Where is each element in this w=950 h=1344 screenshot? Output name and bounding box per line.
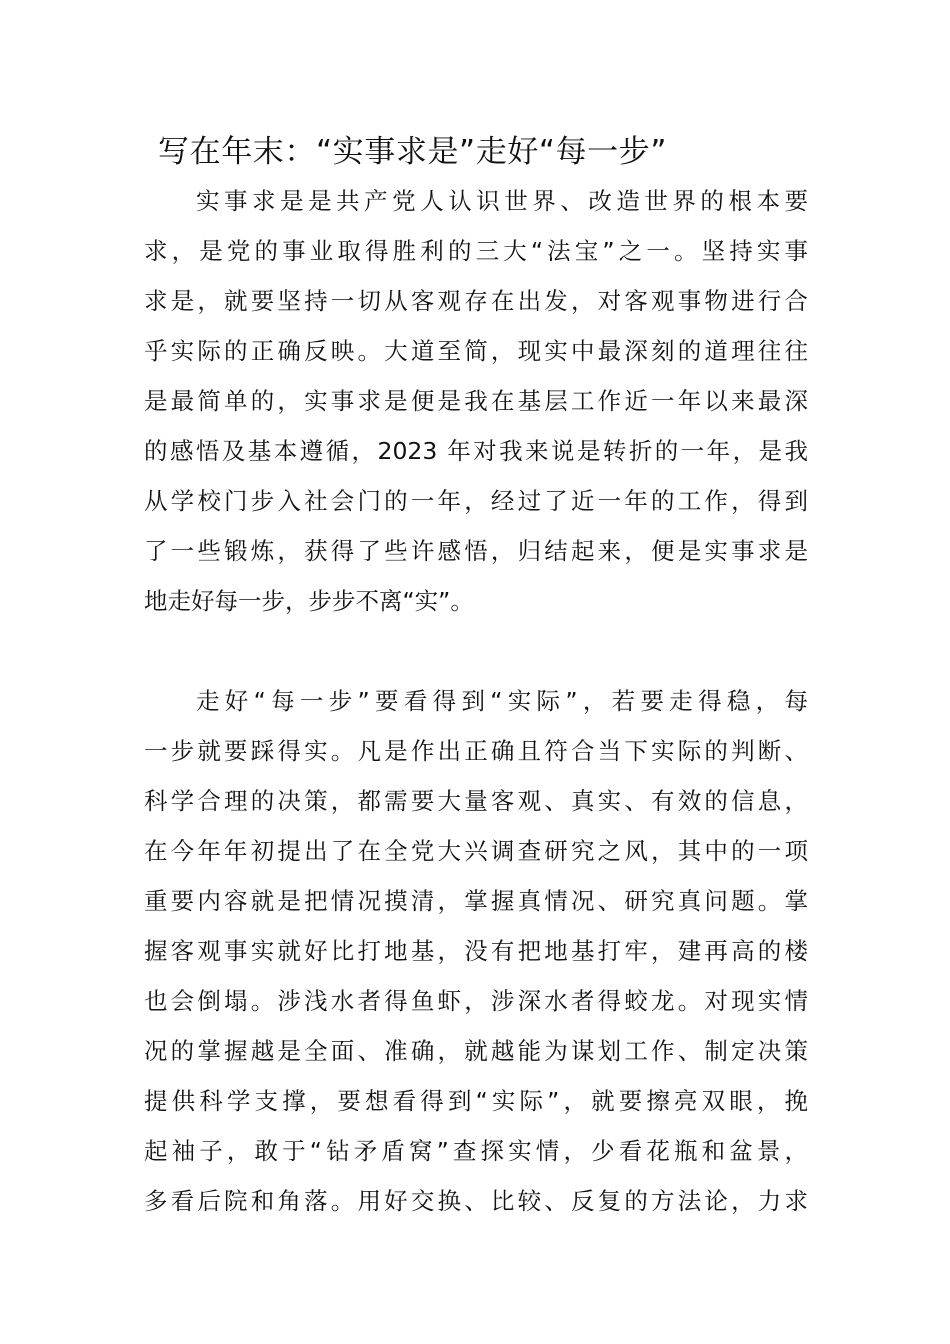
paragraph-line: 多看后院和角落。用好交换、比较、反复的方法论，力求	[144, 1187, 808, 1215]
paragraph-line: 也会倒塌。涉浅水者得鱼虾，涉深水者得蛟龙。对现实情	[144, 987, 808, 1015]
paragraph-line: 握客观事实就好比打地基，没有把地基打牢，建再高的楼	[144, 937, 808, 965]
paragraph-line: 是最简单的，实事求是便是我在基层工作近一年以来最深	[144, 387, 808, 415]
document-title: 写在年末：“实事求是”走好“每一步”	[158, 134, 668, 170]
paragraph-line: 一步就要踩得实。凡是作出正确且符合当下实际的判断、	[144, 737, 808, 765]
paragraph-line: 提供科学支撑，要想看得到“实际”，就要擦亮双眼，挽	[144, 1087, 808, 1115]
paragraph-line: 求，是党的事业取得胜利的三大“法宝”之一。坚持实事	[144, 237, 808, 265]
paragraph-line: 在今年年初提出了在全党大兴调查研究之风，其中的一项	[144, 837, 808, 865]
paragraph-line: 实事求是是共产党人认识世界、改造世界的根本要	[196, 187, 808, 215]
paragraph-line: 乎实际的正确反映。大道至简，现实中最深刻的道理往往	[144, 337, 808, 365]
paragraph-line: 了一些锻炼，获得了些许感悟，归结起来，便是实事求是	[144, 537, 808, 565]
paragraph-line: 重要内容就是把情况摸清，掌握真情况、研究真问题。掌	[144, 887, 808, 915]
paragraph-line: 起袖子，敢于“钻矛盾窝”查探实情，少看花瓶和盆景，	[144, 1137, 808, 1165]
paragraph-line: 的感悟及基本遵循，2023 年对我来说是转折的一年，是我	[144, 437, 808, 465]
paragraph-line: 从学校门步入社会门的一年，经过了近一年的工作，得到	[144, 487, 808, 515]
paragraph-line: 况的掌握越是全面、准确，就越能为谋划工作、制定决策	[144, 1037, 808, 1065]
paragraph-2	[144, 676, 808, 1226]
paragraph-1	[144, 176, 808, 626]
paragraph-line: 求是，就要坚持一切从客观存在出发，对客观事物进行合	[144, 287, 808, 315]
paragraph-line: 走好“每一步”要看得到“实际”，若要走得稳，每	[196, 687, 808, 715]
paragraph-line: 地走好每一步，步步不离“实”。	[144, 587, 474, 615]
paragraph-line: 科学合理的决策，都需要大量客观、真实、有效的信息，	[144, 787, 808, 815]
